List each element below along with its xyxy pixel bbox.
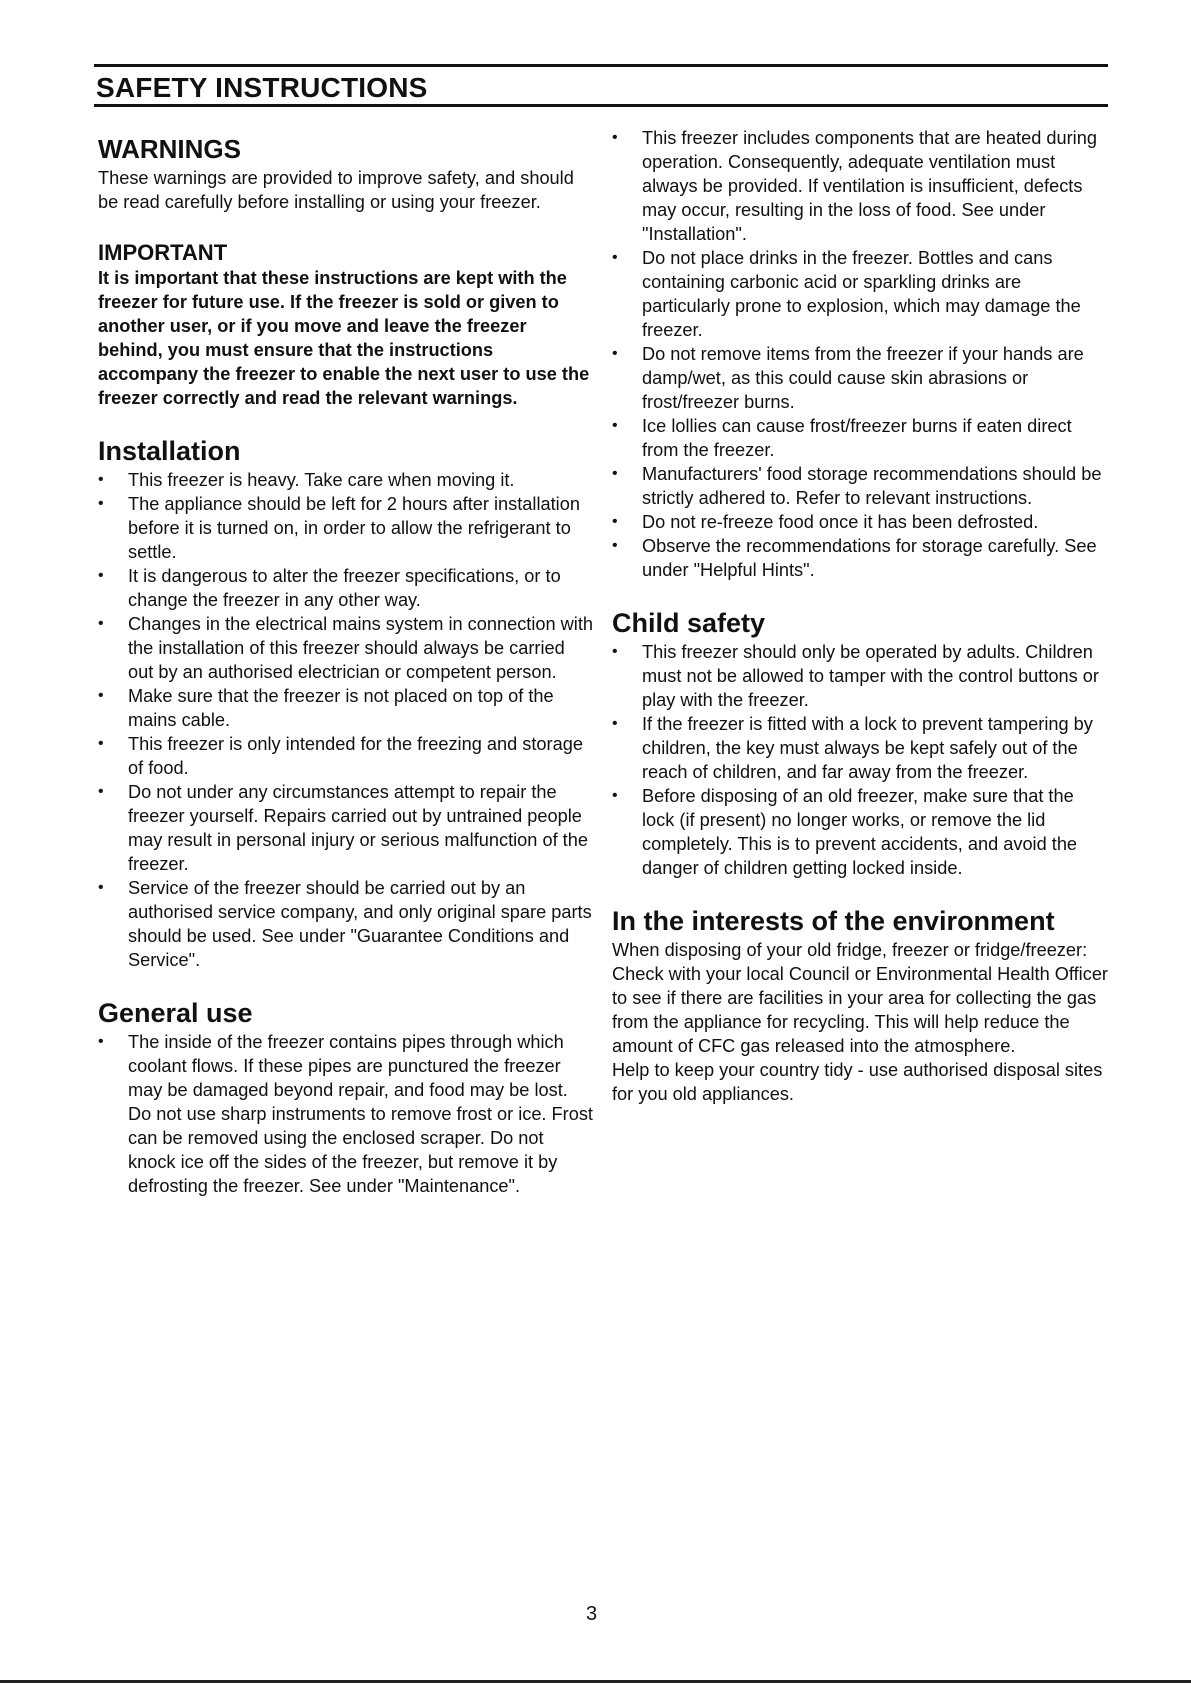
warning-item: • Do not place drinks in the freezer. Bottles and cans containing carbonic acid or sparkling drinks are particularly prone to explosion, which may damage the freezer.	[612, 246, 1108, 342]
warning-item: • Do not remove items from the freezer if your hands are damp/wet, as this could cause skin abrasions or frost/freezer burns.	[612, 342, 1108, 414]
child-safety-item: • This freezer should only be operated by adults. Children must not be allowed to tamper with the control buttons or play with the freezer.	[612, 640, 1108, 712]
warning-item: • Ice lollies can cause frost/freezer burns if eaten direct from the freezer.	[612, 414, 1108, 462]
warning-item: • This freezer includes components that are heated during operation. Consequently, adequate ventilation must always be provided. If ventilation is insufficient, defects may occur, resulting in the loss of food. See under "Installation".	[612, 126, 1108, 246]
installation-item: • Do not under any circumstances attempt to repair the freezer yourself. Repairs carried out by untrained people may result in personal injury or serious malfunction of the freezer.	[98, 780, 594, 876]
warnings-intro: These warnings are provided to improve safety, and should be read carefully before installing or using your freezer.	[98, 168, 574, 212]
installation-item: • Make sure that the freezer is not placed on top of the mains cable.	[98, 684, 594, 732]
general-use-list	[98, 1030, 594, 1198]
installation-item: • Changes in the electrical mains system in connection with the installation of this freezer should always be carried out by an authorised electrician or competent person.	[98, 612, 594, 684]
installation-item: • This freezer is heavy. Take care when moving it.	[98, 468, 594, 492]
environment-heading: In the interests of the environment	[612, 906, 1055, 936]
important-heading: IMPORTANT	[98, 240, 228, 265]
left-column	[98, 128, 594, 1198]
page-title: SAFETY INSTRUCTIONS	[96, 72, 428, 103]
general-use-item: • The inside of the freezer contains pipes through which coolant flows. If these pipes are punctured the freezer may be damaged beyond repair, and food may be lost. Do not use sharp instruments to remove frost or ice. Frost can be removed using the enclosed scraper. Do not knock ice off the sides of the freezer, but remove it by defrosting the freezer. See under "Maintenance".	[98, 1030, 594, 1198]
installation-item: • The appliance should be left for 2 hours after installation before it is turned on, in order to allow the refrigerant to settle.	[98, 492, 594, 564]
installation-item: • This freezer is only intended for the freezing and storage of food.	[98, 732, 594, 780]
footer-rule	[0, 1680, 1191, 1683]
warning-item: • Observe the recommendations for storage carefully. See under "Helpful Hints".	[612, 534, 1108, 582]
child-safety-item: • Before disposing of an old freezer, make sure that the lock (if present) no longer works, or remove the lid completely. This is to prevent accidents, and avoid the danger of children getting locked inside.	[612, 784, 1108, 880]
installation-list	[98, 468, 594, 972]
child-safety-item: • If the freezer is fitted with a lock to prevent tampering by children, the key must always be kept safely out of the reach of children, and far away from the freezer.	[612, 712, 1108, 784]
header-rule-bottom	[94, 104, 1108, 107]
environment-intro: When disposing of your old fridge, freezer or fridge/freezer:	[612, 940, 1088, 960]
warning-item: • Do not re-freeze food once it has been defrosted.	[612, 510, 1108, 534]
child-safety-heading: Child safety	[612, 608, 766, 638]
environment-disposal-text: Help to keep your country tidy - use authorised disposal sites for you old appliances.	[612, 1060, 1103, 1104]
warnings-heading: WARNINGS	[98, 134, 241, 164]
general-use-heading: General use	[98, 998, 253, 1028]
installation-heading: Installation	[98, 436, 241, 466]
installation-item: • Service of the freezer should be carried out by an authorised service company, and only original spare parts should be used. See under "Guarantee Conditions and Service".	[98, 876, 594, 972]
important-text: It is important that these instructions are kept with the freezer for future use. If the freezer is sold or given to another user, or if you move and leave the freezer behind, you must ensure that the instructions accompany the freezer to enable the next user to use the freezer correctly and read the relevant warnings.	[98, 268, 590, 408]
header-rule-top	[94, 64, 1108, 67]
environment-recycling-text: Check with your local Council or Environmental Health Officer to see if there are facilities in your area for collecting the gas from the appliance for recycling. This will help reduce the amount of CFC gas released into the atmosphere.	[612, 964, 1108, 1056]
right-column	[612, 126, 1108, 1106]
warning-item: • Manufacturers' food storage recommendations should be strictly adhered to. Refer to relevant instructions.	[612, 462, 1108, 510]
child-safety-list	[612, 640, 1108, 880]
installation-item: • It is dangerous to alter the freezer specifications, or to change the freezer in any other way.	[98, 564, 594, 612]
warnings-continued-list	[612, 126, 1108, 582]
page-number: 3	[586, 1603, 598, 1625]
